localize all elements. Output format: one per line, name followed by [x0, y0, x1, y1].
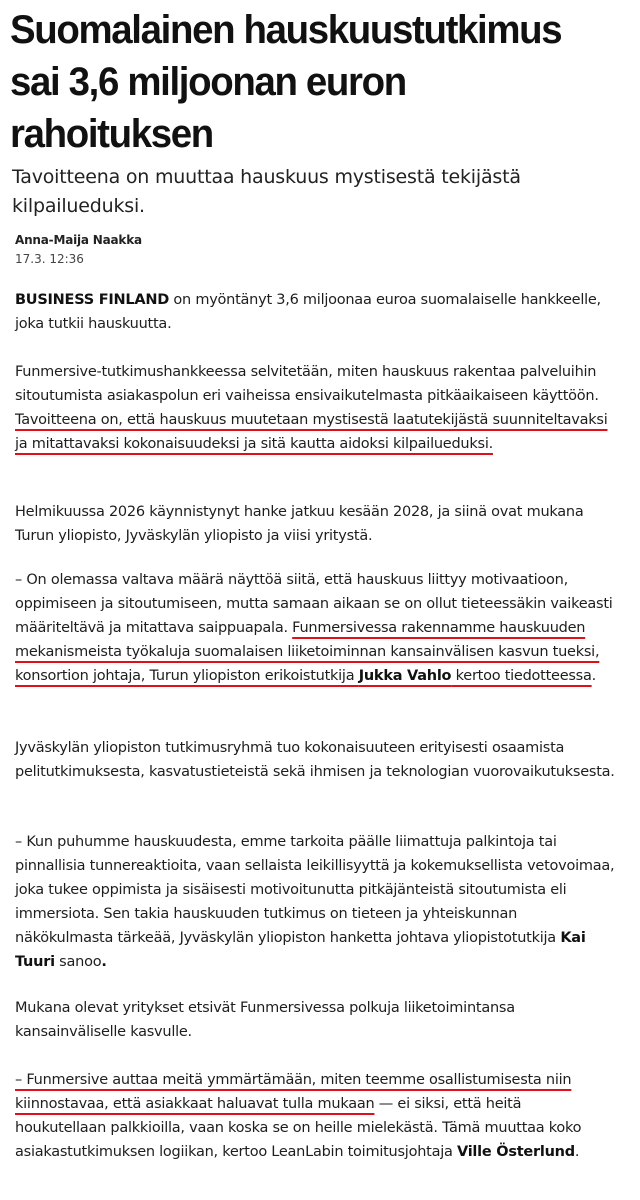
person-name: Kai Tuuri: [15, 930, 586, 970]
person-name: Jukka Vahlo: [358, 668, 452, 684]
paragraph-4-end: .: [591, 668, 596, 684]
paragraph-4: [15, 568, 615, 688]
paragraph-2: [15, 360, 615, 456]
paragraph-5: [15, 736, 615, 784]
highlighted-quote: Tavoitteena on, että hauskuus muutetaan mystisestä laatutekijästä suunniteltavaksi ja mitattavaksi kokonaisuudeksi ja sitä kautta aidoksi kilpailueduksi.: [15, 412, 608, 452]
highlighted-quote: – Funmersive auttaa meitä ymmärtämään, miten teemme osallistumisesta niin kiinnostavaa, että asiakkaat haluavat tulla mukaan: [15, 1072, 572, 1112]
paragraph-7-text: Mukana olevat yritykset etsivät Funmersivessa polkuja liiketoimintansa kansainväliselle kasvulle.: [15, 1000, 515, 1040]
paragraph-6: [15, 830, 615, 974]
author-name[interactable]: Anna-Maija Naakka: [15, 233, 142, 247]
publish-date: 17.3. 12:36: [15, 252, 84, 266]
paragraph-7: [15, 996, 615, 1044]
paragraph-6-period: .: [101, 954, 107, 970]
paragraph-3-text: Helmikuussa 2026 käynnistynyt hanke jatkuu kesään 2028, ja siinä ovat mukana Turun yliopisto, Jyväskylän yliopisto ja viisi yritystä.: [15, 504, 584, 544]
paragraph-4-text: – On olemassa valtava määrä näyttöä siitä, että hauskuus liittyy motivaatioon, oppimiseen ja sitoutumiseen, mutta samaan aikaan se on ollut tieteessäkin vaikeasti määriteltävä ja mitattava saippuapala.: [15, 572, 613, 636]
paragraph-8: [15, 1068, 615, 1164]
paragraph-2-text: Funmersive-tutkimushankkeessa selvitetään, miten hauskuus rakentaa palveluihin sitoutumista asiakaspolun eri vaiheissa ensivaikutelmasta pitkäaikaiseen käyttöön.: [15, 364, 599, 404]
highlight-text-end: kertoo tiedotteessa: [451, 668, 592, 684]
paragraph-5-text: Jyväskylän yliopiston tutkimusryhmä tuo kokonaisuuteen erityisesti osaamista pelitutkimuksesta, kasvatustieteistä sekä ihmisen ja teknologian vuorovaikutuksesta.: [15, 740, 615, 780]
article-headline: Suomalainen hauskuustutkimus sai 3,6 miljoonan euron rahoituksen: [10, 8, 562, 156]
paragraph-6-end: sanoo: [54, 954, 102, 970]
paragraph-1-text: on myöntänyt 3,6 miljoonaa euroa suomalaiselle hankkeelle, joka tutkii hauskuutta.: [15, 292, 601, 332]
highlight-text: Funmersivessa rakennamme hauskuuden mekanismeista työkaluja suomalaisen liiketoiminnan kansainvälisen kasvun tueksi, konsortion johtaja, Turun yliopiston erikoistutkija: [15, 620, 600, 684]
company-name: BUSINESS FINLAND: [15, 292, 170, 308]
article-lead: Tavoitteena on muuttaa hauskuus mystisestä tekijästä kilpailueduksi.: [12, 166, 521, 217]
paragraph-6-text: – Kun puhumme hauskuudesta, emme tarkoita päälle liimattuja palkintoja tai pinnallisia tunnereaktioita, vaan sellaista leikillisyyttä ja kokemuksellista vetovoimaa, joka tukee oppimista ja sisäisesti motivoitunutta pitkäjänteistä sitoutumista eli immersiota. Sen takia hauskuuden tutkimus on tieteen ja yhteiskunnan näkökulmasta tärkeää, Jyväskylän yliopiston hanketta johtava yliopistotutkija: [15, 834, 615, 946]
paragraph-1: [15, 288, 615, 336]
person-name: Ville Österlund: [456, 1144, 575, 1160]
paragraph-3: [15, 500, 615, 548]
paragraph-8-text: — ei siksi, että heitä houkutellaan palkkioilla, vaan koska se on heille mielekästä. Tämä muuttaa koko asiakastutkimuksen logiikan, kertoo LeanLabin toimitusjohtaja: [15, 1096, 582, 1160]
paragraph-8-end: .: [574, 1144, 580, 1160]
